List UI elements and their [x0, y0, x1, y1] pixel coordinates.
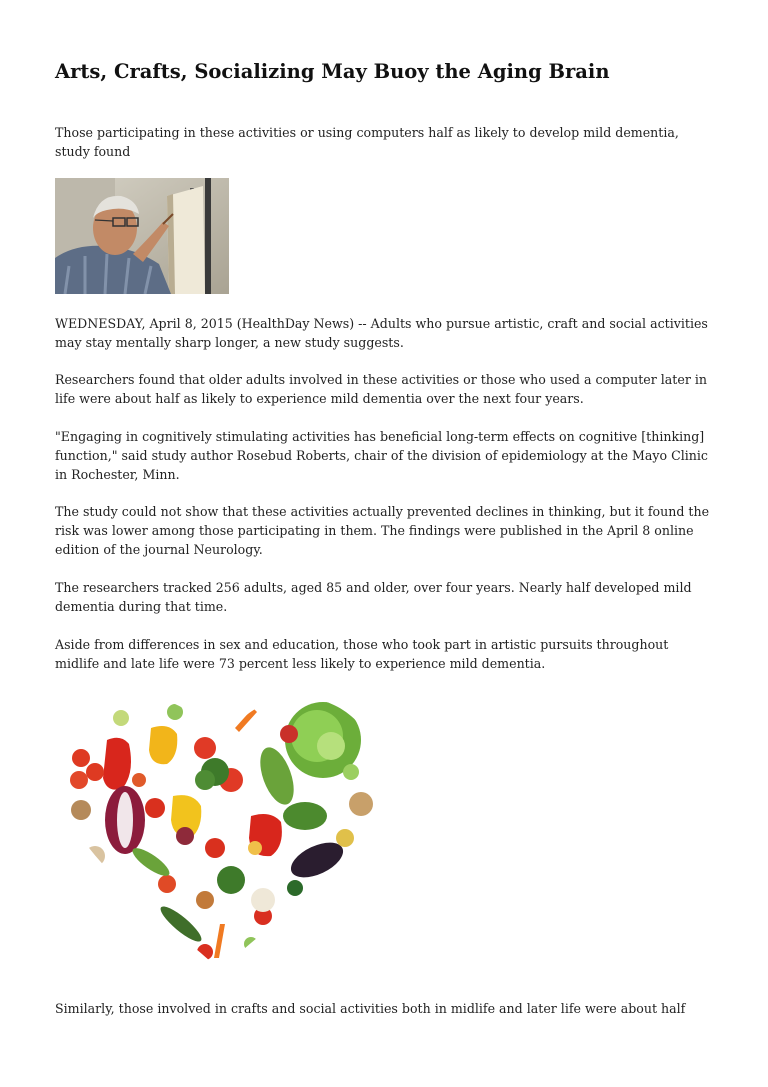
- paragraph: WEDNESDAY, April 8, 2015 (HealthDay News) -- Adults who pursue artistic, craft and social activities may stay mentally sharp longer, a new study suggests.: [55, 316, 708, 350]
- paragraph: Aside from differences in sex and education, those who took part in artistic pursuits throughout midlife and late life were 73 percent less likely to experience mild dementia.: [55, 637, 669, 671]
- vegetable-heart-image: [55, 688, 385, 980]
- article-title: Arts, Crafts, Socializing May Buoy the Aging Brain: [55, 60, 610, 83]
- article-subtitle: Those participating in these activities or using computers half as likely to develop mild dementia, study found: [55, 125, 679, 159]
- painter-photo: [55, 178, 229, 294]
- paragraph: The researchers tracked 256 adults, aged 85 and older, over four years. Nearly half developed mild dementia during that time.: [55, 580, 692, 614]
- paragraph: "Engaging in cognitively stimulating activities has beneficial long-term effects on cognitive [thinking] function," said study author Rosebud Roberts, chair of the division of epidemiology at the Mayo Clinic in Rochester, Minn.: [55, 429, 708, 482]
- paragraph: The study could not show that these activities actually prevented declines in thinking, but it found the risk was lower among those participating in them. The findings were published in the April 8 online edition of the journal Neurology.: [55, 504, 710, 557]
- paragraph: Similarly, those involved in crafts and social activities both in midlife and later life were about half: [55, 1001, 686, 1016]
- paragraph: Researchers found that older adults involved in these activities or those who used a computer later in life were about half as likely to experience mild dementia over the next four years.: [55, 372, 707, 406]
